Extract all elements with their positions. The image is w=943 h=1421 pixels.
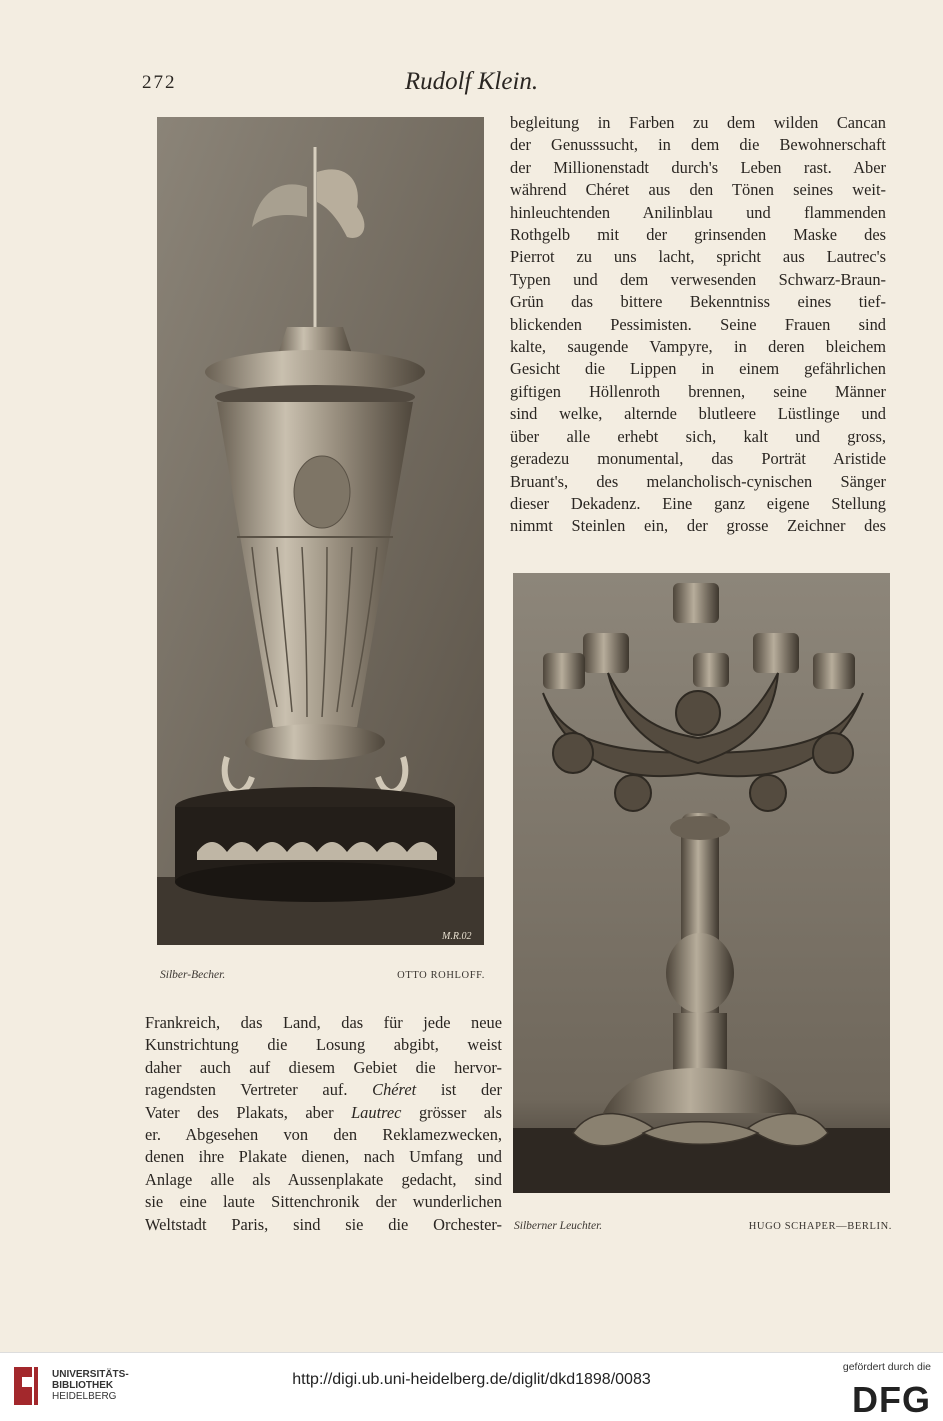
page-number: 272 <box>142 72 177 93</box>
text-column-left <box>145 1012 502 1236</box>
institution-line: BIBLIOTHEK <box>52 1380 114 1391</box>
figure-silver-goblet <box>157 117 484 945</box>
institution-line: HEIDELBERG <box>52 1391 117 1402</box>
text-column-right <box>510 112 886 538</box>
text-line: Bruant's, des melancholisch-cynischen Sänger <box>510 471 886 491</box>
text-line: der Genusssucht, in dem die Bewohnerschaft <box>510 135 886 155</box>
caption-silver-goblet <box>160 969 485 981</box>
dfg-logo: DFG <box>852 1379 931 1420</box>
text-line: Rothgelb mit der grinsenden Maske des <box>510 225 886 245</box>
sponsor-note: gefördert durch die <box>842 1361 931 1373</box>
artist-name-lautrec: Lautrec <box>351 1102 402 1122</box>
text-line: hinleuchtenden Anilinblau und flammenden <box>510 202 886 222</box>
text-line: Kunstrichtung die Losung abgibt, weist <box>145 1035 502 1055</box>
caption-silver-candelabrum <box>514 1220 892 1232</box>
text-line: der Millionenstadt durch's Leben rast. Aber <box>510 157 886 177</box>
text-line: Weltstadt Paris, sind sie die Orchester- <box>145 1214 502 1234</box>
digitization-footer <box>0 1352 943 1421</box>
text-segment: ist der <box>440 1080 502 1100</box>
text-line: Gesicht die Lippen in einem gefährlichen <box>510 359 886 379</box>
text-line: sie eine laute Sittenchronik der wunderlichen <box>145 1192 502 1212</box>
text-line: während Chéret aus den Tönen seines weit- <box>510 180 886 200</box>
text-line: Frankreich, das Land, das für jede neue <box>145 1013 502 1032</box>
text-line: über alle erhebt sich, kalt und gross, <box>510 426 886 446</box>
running-head: Rudolf Klein. <box>404 68 539 95</box>
figure-silver-candelabrum <box>513 573 890 1193</box>
text-line: Grün das bittere Bekenntniss eines tief- <box>510 292 886 312</box>
text-line: er. Abgesehen von den Reklamezwecken, <box>145 1125 502 1145</box>
caption-title: Silber-Becher. <box>160 969 226 981</box>
text-line: kalte, saugende Vampyre, in deren bleichem <box>510 337 886 357</box>
permalink-url[interactable]: http://digi.ub.uni-heidelberg.de/diglit/dkd1898/0083 <box>292 1371 651 1388</box>
text-line: blickenden Pessimisten. Seine Frauen sind <box>510 314 886 334</box>
text-segment: ragendsten Vertreter auf. <box>145 1080 348 1100</box>
text-line <box>145 1079 502 1101</box>
text-segment: grösser als <box>418 1102 502 1122</box>
text-line: dieser Dekadenz. Eine ganz eigene Stellung <box>510 493 886 513</box>
text-line: daher auch auf diesem Gebiet die hervor- <box>145 1057 502 1077</box>
goblet-illustration <box>157 117 484 945</box>
text-line: Pierrot zu uns lacht, spricht aus Lautrec's <box>510 247 886 267</box>
candelabrum-illustration <box>513 573 890 1193</box>
text-line: denen ihre Plakate dienen, nach Umfang und <box>145 1147 502 1167</box>
text-line: giftigen Höllenroth brennen, seine Männer <box>510 381 886 401</box>
caption-title: Silberner Leuchter. <box>514 1220 603 1232</box>
artist-name-cheret: Chéret <box>372 1080 417 1100</box>
text-line: Anlage alle als Aussenplakate gedacht, sind <box>145 1169 502 1189</box>
text-line: nimmt Steinlen ein, der grosse Zeichner des <box>510 516 886 536</box>
text-line: geradezu monumental, das Porträt Aristide <box>510 449 886 469</box>
caption-credit: OTTO ROHLOFF. <box>397 970 485 981</box>
text-line: begleitung in Farben zu dem wilden Cancan <box>510 113 886 132</box>
caption-credit: HUGO SCHAPER—BERLIN. <box>748 1221 892 1232</box>
text-line: Typen und dem verwesenden Schwarz-Braun- <box>510 269 886 289</box>
text-segment: Vater des Plakats, aber <box>145 1102 334 1122</box>
text-line <box>145 1102 502 1124</box>
monogram: M.R.02 <box>442 931 472 942</box>
text-line: sind welke, alternde blutleere Lüstlinge und <box>510 404 886 424</box>
institution-line: UNIVERSITÄTS- <box>52 1369 129 1380</box>
